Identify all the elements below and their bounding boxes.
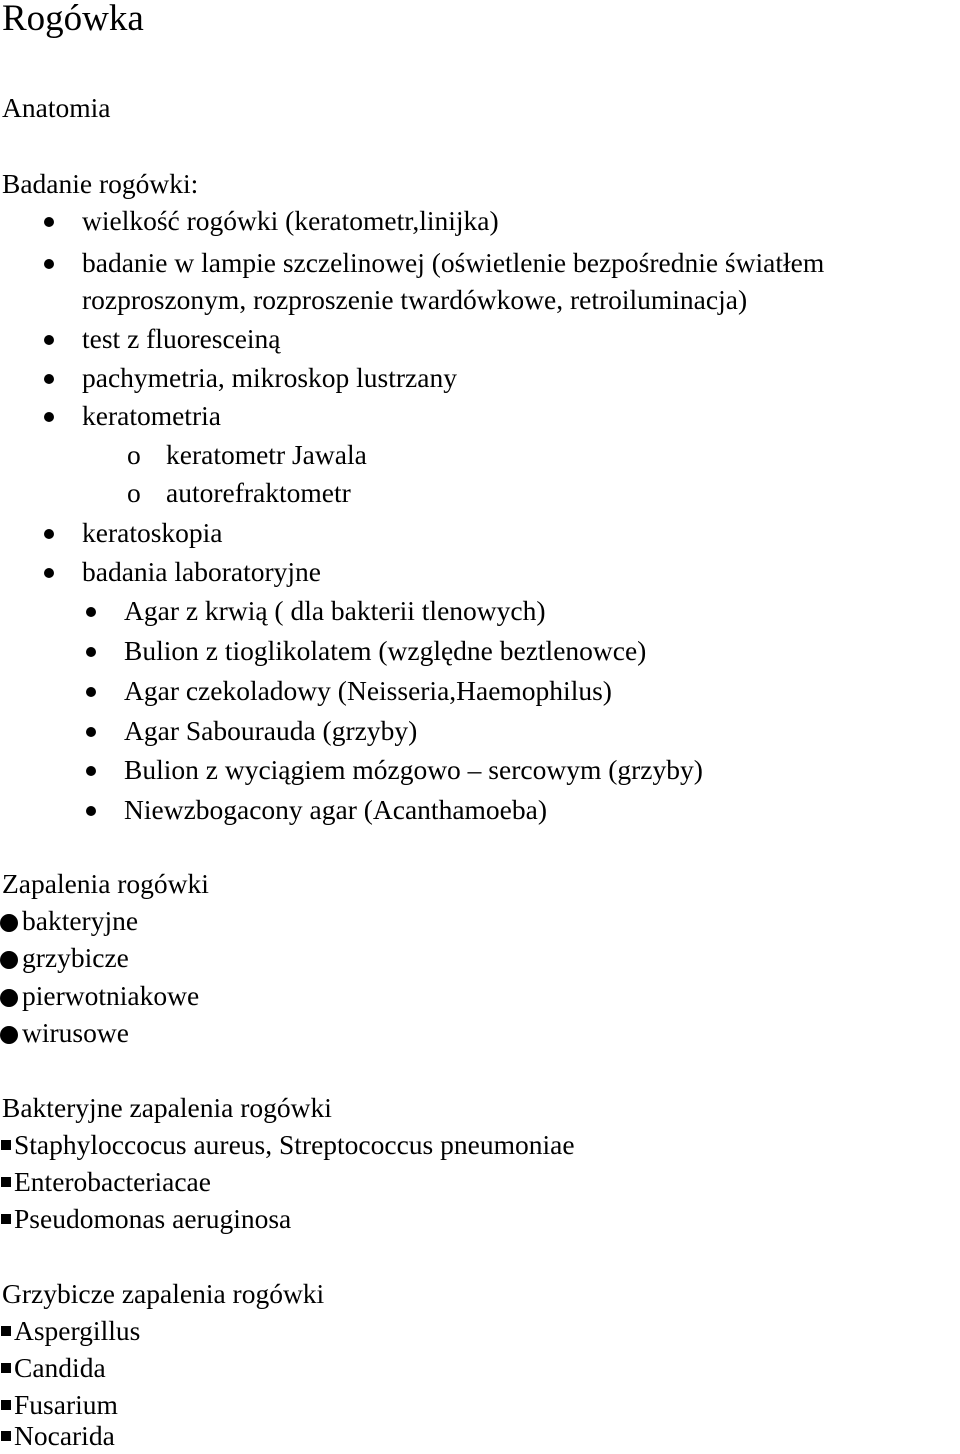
bullet-icon bbox=[44, 335, 54, 345]
bullet-icon bbox=[86, 607, 96, 617]
square-bullet-icon bbox=[1, 1363, 11, 1373]
bullet-icon bbox=[44, 217, 54, 227]
bullet-icon bbox=[0, 914, 18, 932]
bullet-icon bbox=[44, 568, 54, 578]
bullet-icon bbox=[44, 259, 54, 269]
bullet-icon bbox=[86, 727, 96, 737]
bullet-icon bbox=[86, 806, 96, 816]
bullet-icon bbox=[0, 989, 18, 1007]
bullet-icon bbox=[86, 687, 96, 697]
hollow-bullet-icon: o bbox=[127, 439, 141, 470]
square-bullet-icon bbox=[1, 1326, 11, 1336]
square-bullet-icon bbox=[1, 1140, 11, 1150]
square-bullet-icon bbox=[1, 1177, 11, 1187]
bullet-icon bbox=[44, 374, 54, 384]
square-bullet-icon bbox=[1, 1214, 11, 1224]
bullet-icon bbox=[44, 412, 54, 422]
square-bullet-icon bbox=[1, 1431, 11, 1441]
bullet-icon bbox=[44, 529, 54, 539]
page-title: Rogówka bbox=[2, 0, 144, 39]
bullet-icon bbox=[0, 951, 18, 969]
bullet-icon bbox=[86, 766, 96, 776]
hollow-bullet-icon: o bbox=[127, 477, 141, 508]
bullet-icon bbox=[0, 1026, 18, 1044]
square-bullet-icon bbox=[1, 1400, 11, 1410]
bullet-icon bbox=[86, 647, 96, 657]
